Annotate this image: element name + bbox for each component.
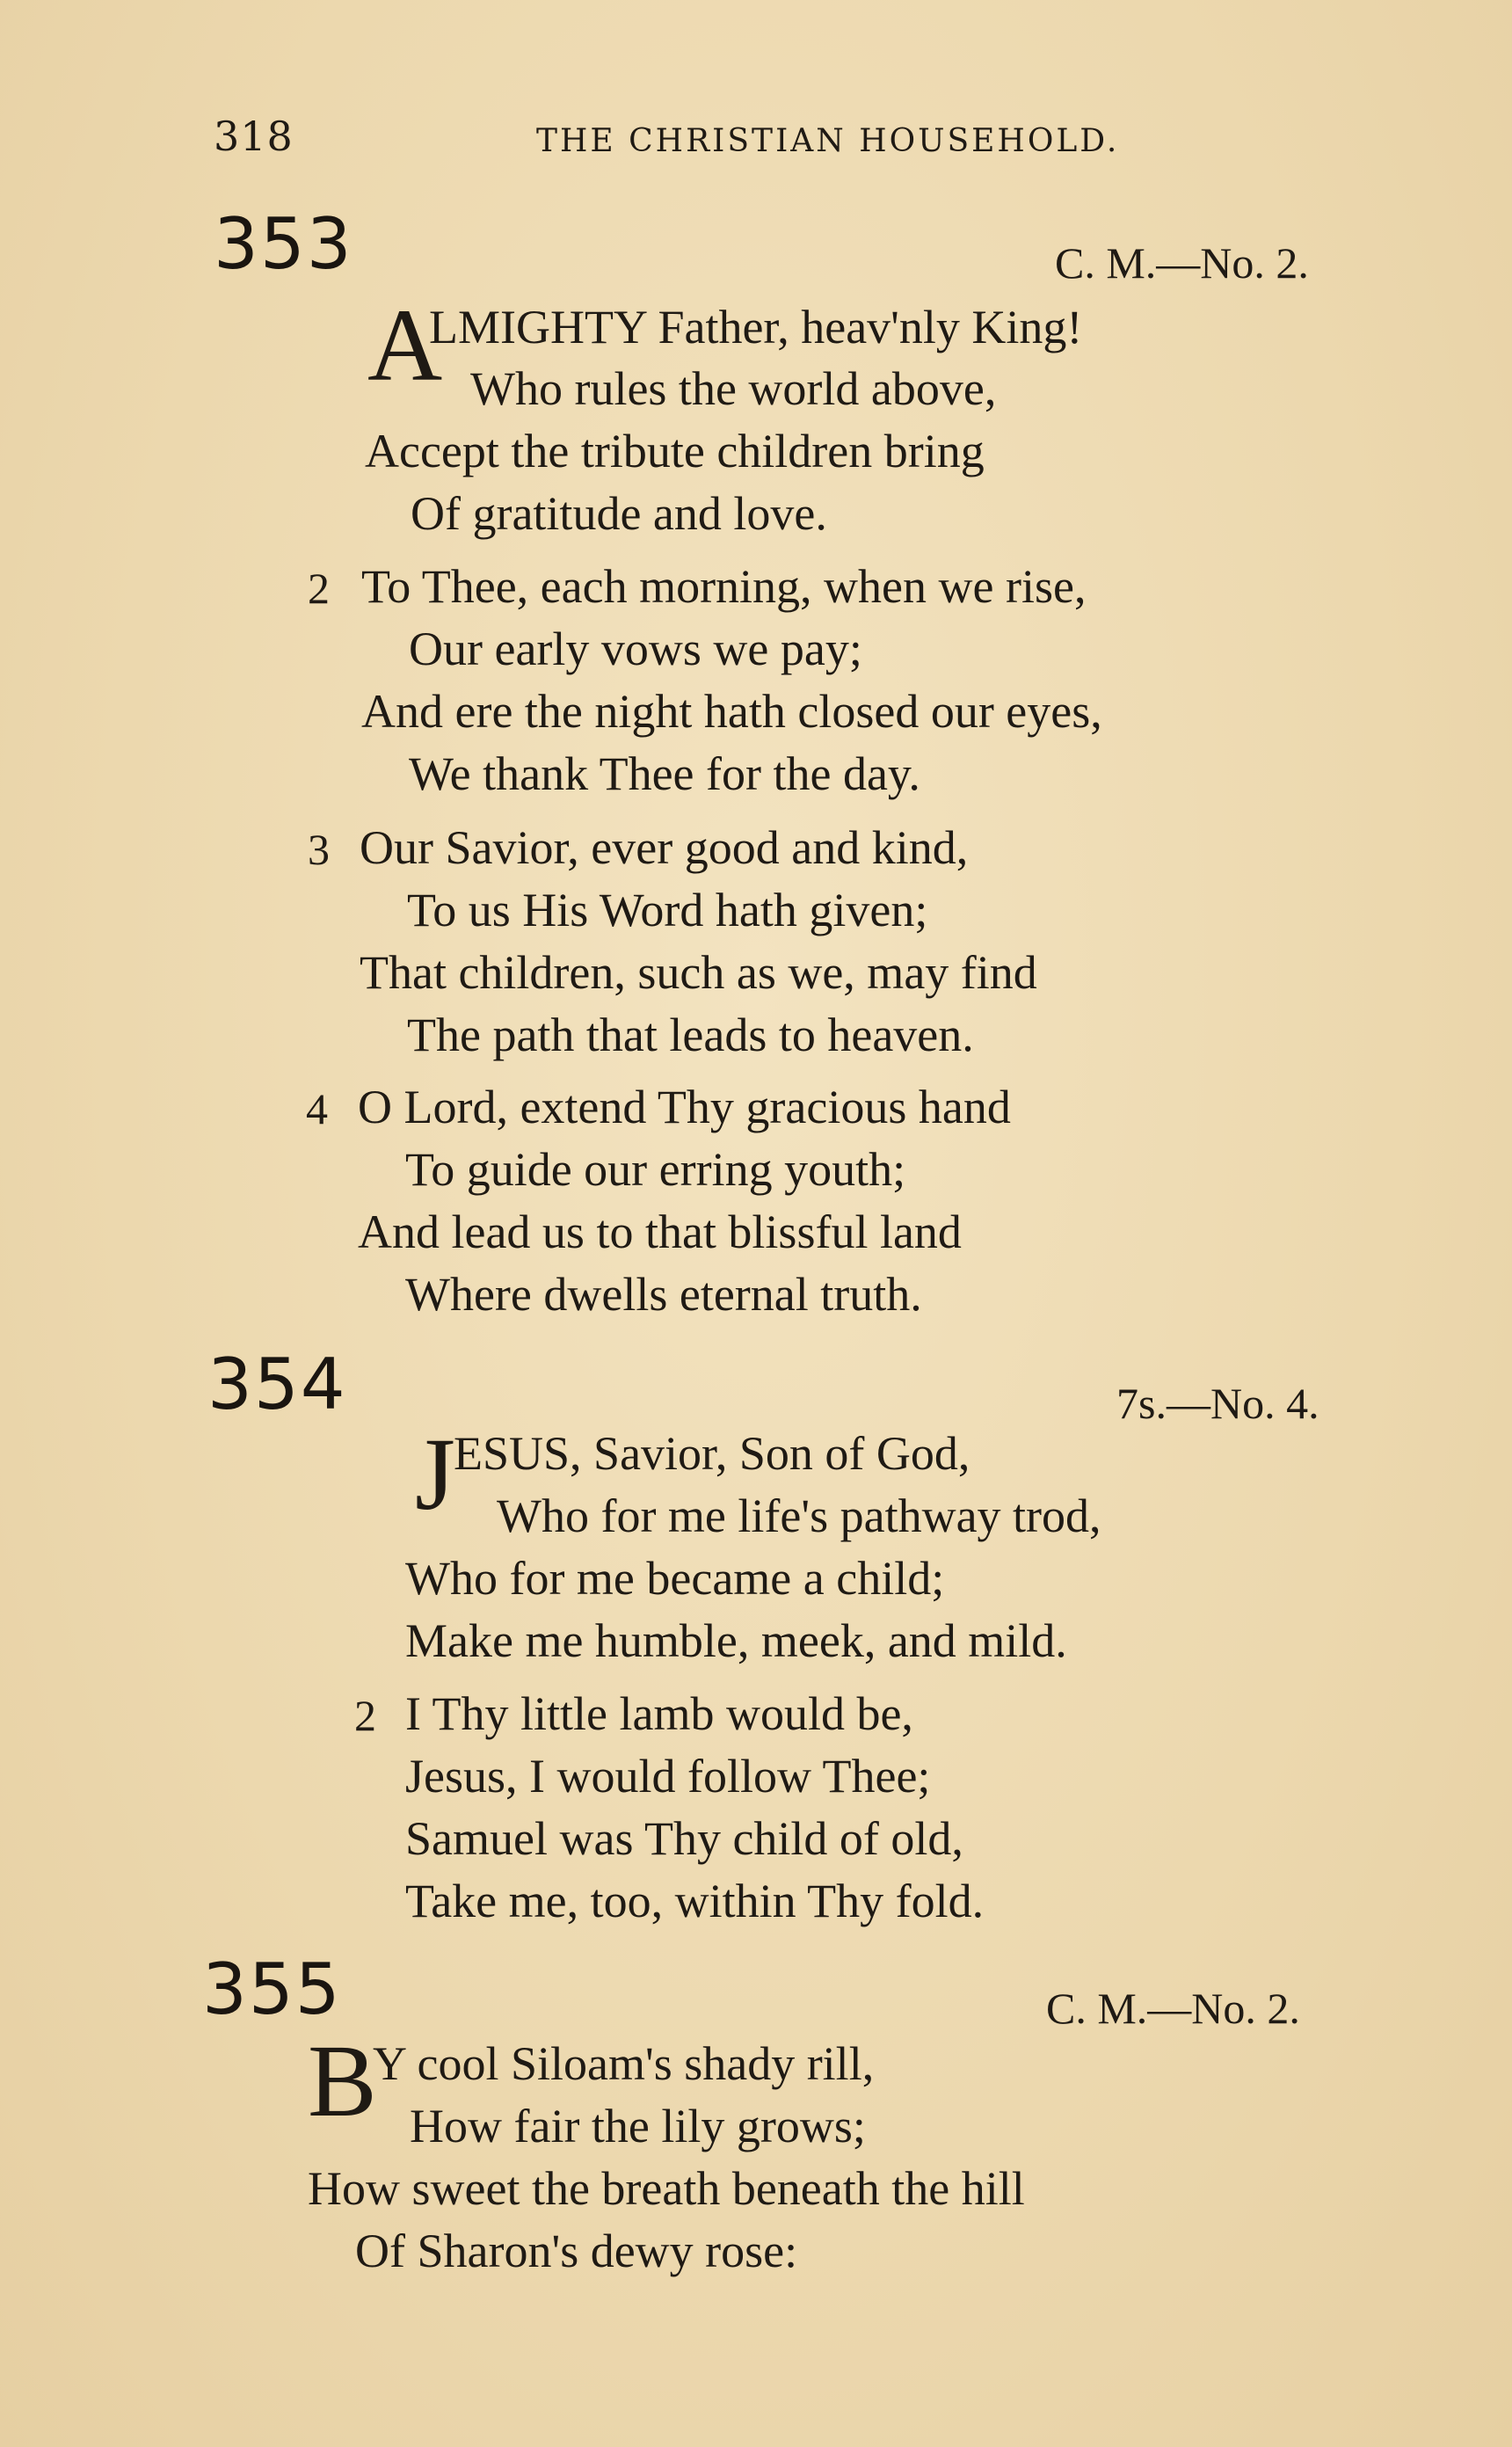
hymn-line: How fair the lily grows; [410, 2100, 866, 2152]
hymn-line: And lead us to that blissful land [358, 1205, 962, 1258]
hymn-meter: C. M.—No. 2. [1046, 1984, 1300, 2033]
hymn-line: Of gratitude and love. [411, 487, 827, 540]
hymn-line: Samuel was Thy child of old, [405, 1812, 963, 1865]
verse-number: 2 [308, 564, 330, 613]
hymn-line: Accept the tribute children bring [365, 425, 985, 477]
hymn-number: 353 [214, 203, 353, 285]
hymn-line: Make me humble, meek, and mild. [405, 1614, 1067, 1667]
hymn-line: ESUS, Savior, Son of God, [454, 1427, 970, 1480]
hymn-line: I Thy little lamb would be, [405, 1687, 913, 1740]
hymn-line: Our early vows we pay; [409, 623, 862, 675]
running-title: THE CHRISTIAN HOUSEHOLD. [536, 123, 1120, 159]
hymn-line: Of Sharon's dewy rose: [355, 2225, 798, 2277]
hymn-line: To us His Word hath given; [407, 884, 928, 936]
hymn-line: The path that leads to heaven. [407, 1009, 974, 1061]
hymn-meter: 7s.—No. 4. [1116, 1379, 1319, 1428]
hymn-line: Y cool Siloam's shady rill, [373, 2037, 875, 2090]
drop-cap: B [308, 2023, 377, 2138]
hymn-line: How sweet the breath beneath the hill [308, 2162, 1025, 2215]
hymn-meter: C. M.—No. 2. [1055, 238, 1309, 288]
hymn-number: 355 [202, 1948, 342, 2030]
verse-number: 2 [354, 1691, 376, 1740]
hymn-line: Where dwells eternal truth. [405, 1268, 922, 1321]
hymn-line: Take me, too, within Thy fold. [405, 1875, 985, 1927]
hymn-number: 354 [207, 1344, 347, 1425]
hymn-line: To guide our erring youth; [405, 1143, 906, 1196]
hymn-line: And ere the night hath closed our eyes, [361, 685, 1102, 738]
drop-cap: A [367, 288, 443, 403]
hymn-line: We thank Thee for the day. [409, 747, 920, 800]
hymn-line: Who for me became a child; [405, 1552, 945, 1605]
hymn-line: Who for me life's pathway trod, [497, 1489, 1101, 1542]
hymn-line: That children, such as we, may find [360, 946, 1037, 999]
page-number: 318 [214, 113, 294, 160]
verse-number: 4 [306, 1084, 328, 1133]
hymn-line: Who rules the world above, [470, 362, 997, 415]
hymn-line: To Thee, each morning, when we rise, [361, 560, 1087, 613]
hymn-line: O Lord, extend Thy gracious hand [358, 1081, 1011, 1133]
hymn-line: Jesus, I would follow Thee; [405, 1750, 931, 1802]
verse-number: 3 [308, 825, 330, 874]
hymn-line: Our Savior, ever good and kind, [360, 821, 969, 874]
drop-cap: J [415, 1416, 455, 1532]
hymn-line: LMIGHTY Father, heav'nly King! [429, 301, 1083, 353]
